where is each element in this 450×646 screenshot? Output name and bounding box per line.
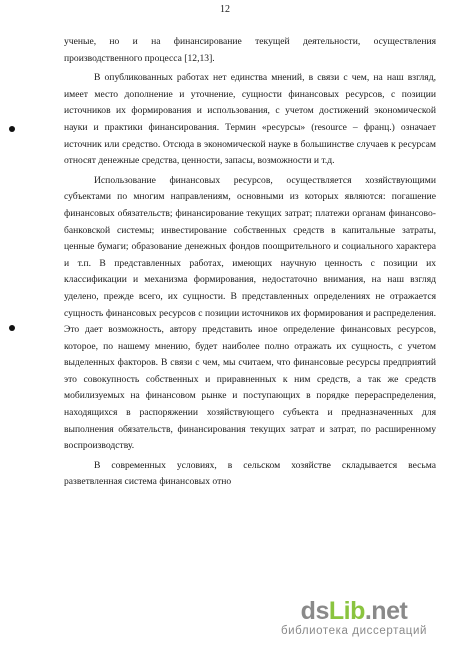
punch-hole-mark: [9, 126, 15, 132]
paragraph: В опубликованных работах нет единства мнений, в связи с чем, на наш взгляд, имеет место дополнение и уточнение, сущности финансовых ресурсов, с позиции источников их формирования и использования, с учетом достижений экономической науки и практики финансирования. Термин «ресурсы» (resource – франц.) означает источник или средство. Отсюда в экономической науке в большинстве случаев к ресурсам относят денежные средства, ценности, запасы, возможности и т.д.: [64, 72, 436, 167]
watermark-logo: [270, 597, 438, 625]
paragraph: В современных условиях, в сельском хозяйстве складывается весьма разветвленная система финансовых отно: [64, 459, 436, 488]
punch-hole-mark: [9, 325, 15, 331]
paragraph: ученые, но и на финансирование текущей деятельности, осуществления производственного процесса [12,13].: [64, 36, 436, 64]
watermark-tagline: библиотека диссертаций: [280, 625, 428, 637]
page-number: 12: [220, 4, 230, 15]
watermark-logo-ds: ds: [300, 597, 329, 625]
watermark-logo-net: .net: [364, 597, 408, 625]
watermark-logo-lib: Lib: [328, 597, 365, 625]
body-text: [64, 34, 436, 494]
paragraph: Использование финансовых ресурсов, осуществляется хозяйствующими субъектами по многим направлениям, основными из которых являются: погашение финансовых обязательств; финансирование текущих затрат; платежи органам финансово-банковской системы; инвестирование собственных средств в капитальные затраты, ценные бумаги; образование денежных фондов поощрительного и социального характера и т.п. В представленных работах, имеющих научную ценность с позиции их классификации и механизма формирования, недостаточно внимания, на наш взгляд уделено, прежде всего, их сущности. В представленных определениях не отражается сущность финансовых ресурсов с позиции источников их формирования и распределения. Это дает возможность, автору представить иное определение финансовых ресурсов, которое, по нашему мнению, будет наиболее полно отражать их сущность, с учетом выделенных факторов. В связи с чем, мы считаем, что финансовые ресурсы предприятий это совокупность собственных и приравненных к ним средств, а так же средств мобилизуемых на финансовом рынке и поступающих в порядке перераспределения, находящихся в распоряжении хозяйствующего субъекта и предназначенных для выполнения обязательств, финансирования текущих затрат и затрат, по расширенному воспроизводству.: [64, 174, 436, 452]
watermark: [270, 597, 438, 638]
